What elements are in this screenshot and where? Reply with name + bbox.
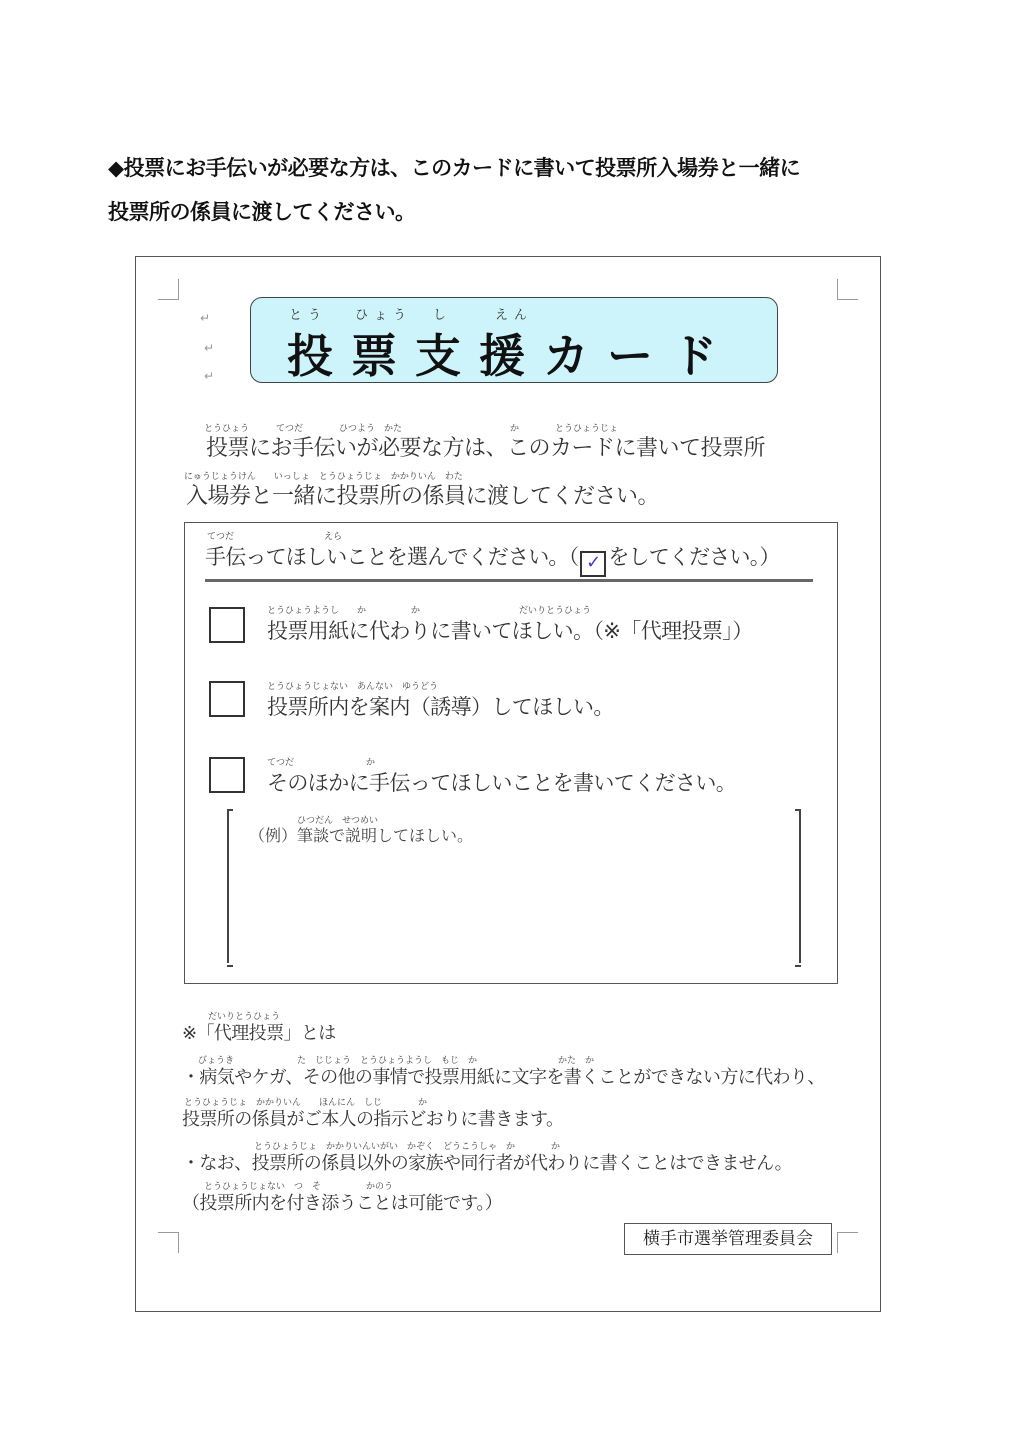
issuer-badge: 横手市選挙管理委員会: [624, 1223, 832, 1255]
options-header-ruby: てつだ えら: [207, 532, 343, 542]
check-mark-icon: ✓: [580, 551, 606, 577]
notes-line-3: ・なお、投票所の係員以外の家族や同行者が代わりに書くことはできません。: [182, 1153, 793, 1174]
option-ruby: とうひょうじょない あんない ゆうどう: [267, 682, 439, 692]
option-label-proxy-vote: 投票用紙に代わりに書いてほしい。（※「代理投票」）: [267, 619, 753, 643]
option-checkbox-proxy-vote[interactable]: [209, 607, 245, 643]
option-ruby: とうひょうようし か か だいりとうひょう: [267, 606, 592, 616]
return-mark-icon: ↵: [204, 341, 215, 355]
notes-line-2: 投票所の係員がご本人の指示どおりに書きます。: [182, 1109, 564, 1130]
example-text: （例）筆談で説明してほしい。: [249, 826, 474, 845]
instruction-line-2: 入場券と一緒に投票所の係員に渡してください。: [186, 484, 660, 509]
card-title-box: [250, 297, 778, 383]
notes-ruby-4: とうひょうじょない つ そ かのう: [204, 1182, 394, 1192]
option-checkbox-other[interactable]: [209, 757, 245, 793]
intro-line-1: ◆投票にお手伝いが必要な方は、このカードに書いて投票所入場券と一緒に: [108, 156, 801, 180]
instruction-ruby-1: とうひょう てつだ ひつよう かた か とうひょうじょ: [204, 424, 619, 434]
free-text-area[interactable]: [227, 809, 801, 963]
option-ruby: てつだ か: [267, 758, 376, 768]
assistance-options-box: [184, 522, 838, 984]
title-ruby: とう ひょう し えん: [289, 308, 534, 323]
crop-mark: [837, 279, 858, 300]
instruction-ruby-2: にゅうじょうけん いっしょ とうひょうじょ かかりいん わた: [184, 472, 463, 482]
crop-mark: [158, 279, 179, 300]
notes-ruby-1: びょうき た じじょう とうひょうようし もじ か かた か: [198, 1056, 595, 1066]
card-title: 投票支援カード: [287, 329, 735, 383]
notes-heading: ※「代理投票」とは: [182, 1023, 336, 1044]
intro-line-2: 投票所の係員に渡してください。: [108, 200, 416, 224]
notes-ruby-3: とうひょうじょ かかりいんいがい かぞく どうこうしゃ か か: [254, 1142, 561, 1152]
instruction-line-1: 投票にお手伝いが必要な方は、このカードに書いて投票所: [206, 436, 766, 461]
option-label-guidance: 投票所内を案内（誘導）してほしい。: [267, 695, 614, 719]
return-mark-icon: ↵: [204, 369, 215, 383]
example-ruby: ひつだん せつめい: [297, 816, 379, 826]
support-card-sheet: [135, 256, 881, 1312]
crop-mark: [158, 1232, 179, 1253]
notes-line-4: （投票所内を付き添うことは可能です。）: [182, 1193, 503, 1214]
option-checkbox-guidance[interactable]: [209, 681, 245, 717]
notes-heading-ruby: だいりとうひょう: [208, 1012, 281, 1022]
option-label-other: そのほかに手伝ってほしいことを書いてください。: [267, 771, 737, 795]
return-mark-icon: ↵: [200, 311, 211, 325]
notes-ruby-2: とうひょうじょ かかりいん ほんにん しじ か: [184, 1098, 428, 1108]
notes-line-1: ・病気やケガ、その他の事情で投票用紙に文字を書くことができない方に代わり、: [182, 1067, 825, 1088]
intro-text: [108, 146, 938, 234]
options-header: 手伝ってほしいことを選んでください。（ ✓ をしてください。）: [205, 541, 813, 582]
crop-mark: [837, 1232, 858, 1253]
